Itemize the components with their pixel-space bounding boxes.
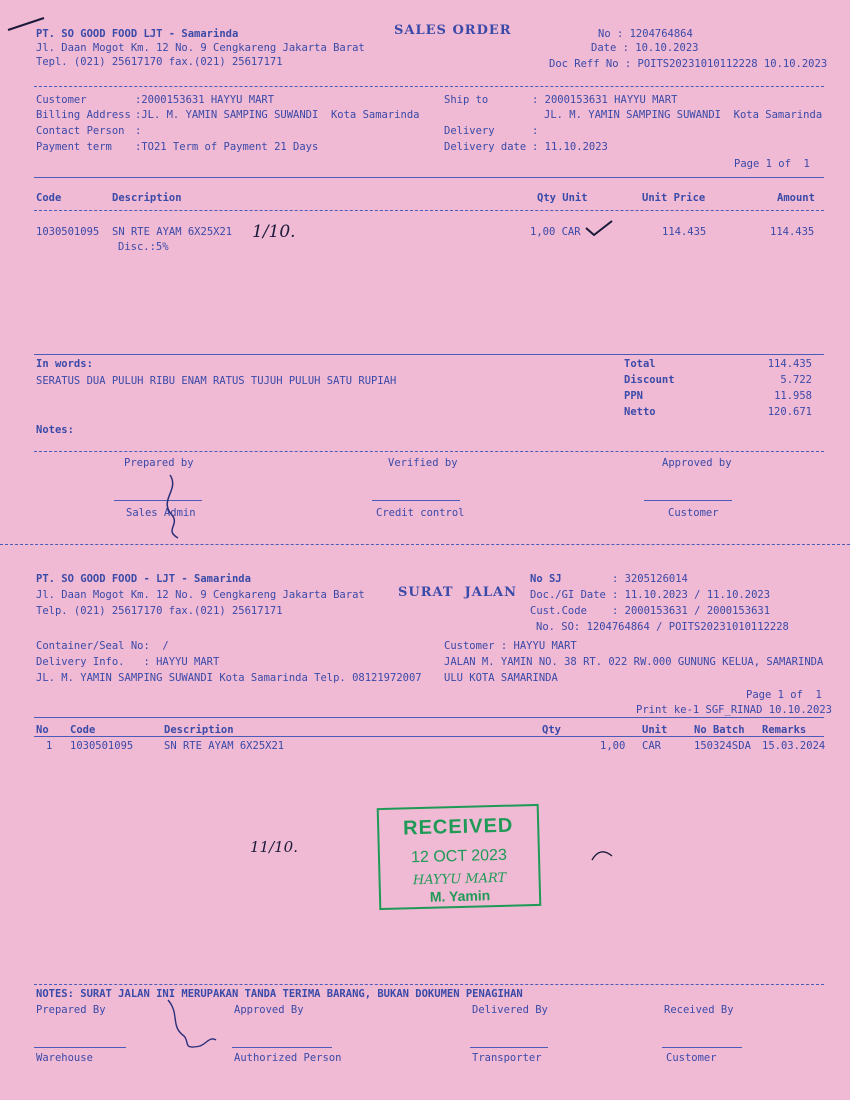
- sj-col-batch: No Batch: [694, 724, 745, 736]
- so-total-label: Total: [624, 358, 656, 370]
- sj-prepared-by: Prepared By: [36, 1004, 106, 1016]
- sj-notes-line: [34, 984, 824, 985]
- sj-row-code: 1030501095: [70, 740, 134, 752]
- sj-customer: Customer : HAYYU MART: [444, 640, 577, 652]
- so-delivery-value: :: [532, 125, 539, 137]
- sj-no-sj-label: No SJ: [530, 573, 562, 585]
- sj-cust-code-label: Cust.Code: [530, 605, 587, 617]
- sj-sign-line-4: [662, 1047, 742, 1048]
- so-col-description: Description: [112, 192, 182, 204]
- received-stamp: [377, 804, 542, 910]
- sj-row-remarks: 15.03.2024: [762, 740, 826, 752]
- sj-address: Jl. Daan Mogot Km. 12 No. 9 Cengkareng Jakarta Barat: [36, 589, 365, 601]
- so-company: PT. SO GOOD FOOD LJT - Samarinda: [36, 28, 239, 40]
- so-customer-sign: Customer: [668, 507, 719, 519]
- sj-sign-line-3: [470, 1047, 548, 1048]
- so-netto-label: Netto: [624, 406, 656, 418]
- sj-col-unit: Unit: [642, 724, 668, 736]
- so-doc-reff: Doc Reff No : POITS20231010112228 10.10.2023: [549, 58, 828, 70]
- handwritten-note-2: 11/10.: [250, 838, 298, 856]
- so-ship-label: Ship to: [444, 94, 489, 106]
- so-contact-value: :: [135, 125, 142, 137]
- so-item-amount: 114.435: [770, 226, 815, 238]
- so-discount-label: Discount: [624, 374, 675, 386]
- sj-row-description: SN RTE AYAM 6X25X21: [164, 740, 285, 752]
- so-col-qty-unit: Qty Unit: [537, 192, 588, 204]
- sj-doc-title: SURAT JALAN: [398, 585, 517, 600]
- sj-cust-code: : 2000153631 / 2000153631: [612, 605, 771, 617]
- sj-delivered-by: Delivered By: [472, 1004, 548, 1016]
- so-customer-label: Customer: [36, 94, 87, 106]
- check-mark-icon: [584, 218, 614, 238]
- so-credit-control: Credit control: [376, 507, 465, 519]
- so-number: No : 1204764864: [598, 28, 693, 40]
- sj-doc-gi-label: Doc./GI Date: [530, 589, 606, 601]
- sj-table-header-line: [34, 736, 824, 737]
- so-col-code: Code: [36, 192, 62, 204]
- sj-page: Page 1 of 1: [746, 689, 822, 701]
- so-total-value: 114.435: [767, 358, 812, 370]
- stamp-name: M. Yamin: [429, 887, 491, 905]
- so-address: Jl. Daan Mogot Km. 12 No. 9 Cengkareng Jakarta Barat: [36, 42, 365, 54]
- sj-sign-line-2: [232, 1047, 332, 1048]
- so-ppn-label: PPN: [624, 390, 643, 402]
- so-discount-value: 5.722: [780, 374, 812, 386]
- sj-sign-line-1: [34, 1047, 126, 1048]
- so-customer-value: :2000153631 HAYYU MART: [135, 94, 275, 106]
- so-col-unit-price: Unit Price: [642, 192, 706, 204]
- so-ship-address: JL. M. YAMIN SAMPING SUWANDI Kota Samarinda: [544, 109, 823, 121]
- so-divider: [34, 86, 824, 87]
- sj-col-qty: Qty: [542, 724, 561, 736]
- sj-customer-sign: Customer: [666, 1052, 717, 1064]
- so-notes-line: [34, 451, 824, 452]
- sj-container: Container/Seal No: /: [36, 640, 169, 652]
- so-delivery-date-value: : 11.10.2023: [532, 141, 608, 153]
- so-ppn-value: 11.958: [774, 390, 812, 402]
- sj-warehouse: Warehouse: [36, 1052, 93, 1064]
- so-payment-label: Payment term: [36, 141, 112, 153]
- so-item-description: SN RTE AYAM 6X25X21: [112, 226, 233, 238]
- sj-customer-address-2: ULU KOTA SAMARINDA: [444, 672, 558, 684]
- sj-no-sj: : 3205126014: [612, 573, 688, 585]
- so-date: Date : 10.10.2023: [591, 42, 699, 54]
- so-approved-by: Approved by: [662, 457, 732, 469]
- sj-customer-address-1: JALAN M. YAMIN NO. 38 RT. 022 RW.000 GUNUNG KELUA, SAMARINDA: [444, 656, 824, 668]
- sj-col-description: Description: [164, 724, 234, 736]
- stamp-store: HAYYU MART: [412, 870, 507, 889]
- sj-doc-gi: : 11.10.2023 / 11.10.2023: [612, 589, 771, 601]
- sj-notes: NOTES: SURAT JALAN INI MERUPAKAN TANDA TERIMA BARANG, BUKAN DOKUMEN PENAGIHAN: [36, 988, 523, 1000]
- sj-row-batch: 150324SDA: [694, 740, 751, 752]
- sj-approved-by: Approved By: [234, 1004, 304, 1016]
- signature-icon: [150, 470, 200, 540]
- sj-col-no: No: [36, 724, 49, 736]
- caret-mark-icon: [590, 846, 614, 862]
- handwritten-note-1: 1/10.: [252, 222, 296, 242]
- sj-col-code: Code: [70, 724, 96, 736]
- so-in-words-label: In words:: [36, 358, 93, 370]
- so-table-top-line: [34, 177, 824, 178]
- signature-2-icon: [160, 996, 220, 1056]
- so-item-qty: 1,00 CAR: [530, 226, 581, 238]
- sj-no-so: No. SO: 1204764864 / POITS20231010112228: [536, 621, 789, 633]
- sj-col-remarks: Remarks: [762, 724, 807, 736]
- so-notes-label: Notes:: [36, 424, 74, 436]
- stamp-date: 12 OCT 2023: [410, 846, 508, 867]
- sj-transporter: Transporter: [472, 1052, 542, 1064]
- so-ship-value: : 2000153631 HAYYU MART: [532, 94, 678, 106]
- so-col-amount: Amount: [777, 192, 815, 204]
- so-page: Page 1 of 1: [734, 158, 810, 170]
- so-contact-label: Contact Person: [36, 125, 125, 137]
- so-item-discount: Disc.:5%: [118, 241, 169, 253]
- so-doc-title: SALES ORDER: [394, 23, 512, 38]
- pen-mark-icon: [6, 14, 46, 34]
- sj-row-no: 1: [46, 740, 53, 752]
- sj-delivery-address: JL. M. YAMIN SAMPING SUWANDI Kota Samarinda Telp. 08121972007: [36, 672, 422, 684]
- sj-delivery-info: Delivery Info. : HAYYU MART: [36, 656, 220, 668]
- so-verified-by: Verified by: [388, 457, 458, 469]
- sj-received-by: Received By: [664, 1004, 734, 1016]
- stamp-title: RECEIVED: [402, 814, 514, 840]
- sj-authorized-person: Authorized Person: [234, 1052, 342, 1064]
- sj-print-info: Print ke-1 SGF_RINAD 10.10.2023: [636, 704, 832, 716]
- so-in-words: SERATUS DUA PULUH RIBU ENAM RATUS TUJUH PULUH SATU RUPIAH: [36, 375, 397, 387]
- so-payment-value: :TO21 Term of Payment 21 Days: [135, 141, 319, 153]
- so-phone: Tepl. (021) 25617170 fax.(021) 25617171: [36, 56, 283, 68]
- sj-row-unit: CAR: [642, 740, 661, 752]
- so-sign-line-3: [644, 500, 732, 501]
- sj-table-top-line: [34, 717, 824, 718]
- so-sign-line-2: [372, 500, 460, 501]
- so-delivery-date-label: Delivery date: [444, 141, 527, 153]
- so-delivery-label: Delivery: [444, 125, 495, 137]
- so-totals-line: [34, 354, 824, 355]
- so-sales-admin: Sales Admin: [126, 507, 196, 519]
- tear-line: [0, 544, 850, 545]
- so-item-code: 1030501095: [36, 226, 100, 238]
- sj-phone: Telp. (021) 25617170 fax.(021) 25617171: [36, 605, 283, 617]
- so-billing-label: Billing Address: [36, 109, 131, 121]
- sj-company: PT. SO GOOD FOOD - LJT - Samarinda: [36, 573, 251, 585]
- so-prepared-by: Prepared by: [124, 457, 194, 469]
- so-billing-value: :JL. M. YAMIN SAMPING SUWANDI Kota Samarinda: [135, 109, 420, 121]
- so-item-unit-price: 114.435: [662, 226, 707, 238]
- so-netto-value: 120.671: [767, 406, 812, 418]
- so-table-header-line: [34, 210, 824, 211]
- sj-row-qty: 1,00: [600, 740, 626, 752]
